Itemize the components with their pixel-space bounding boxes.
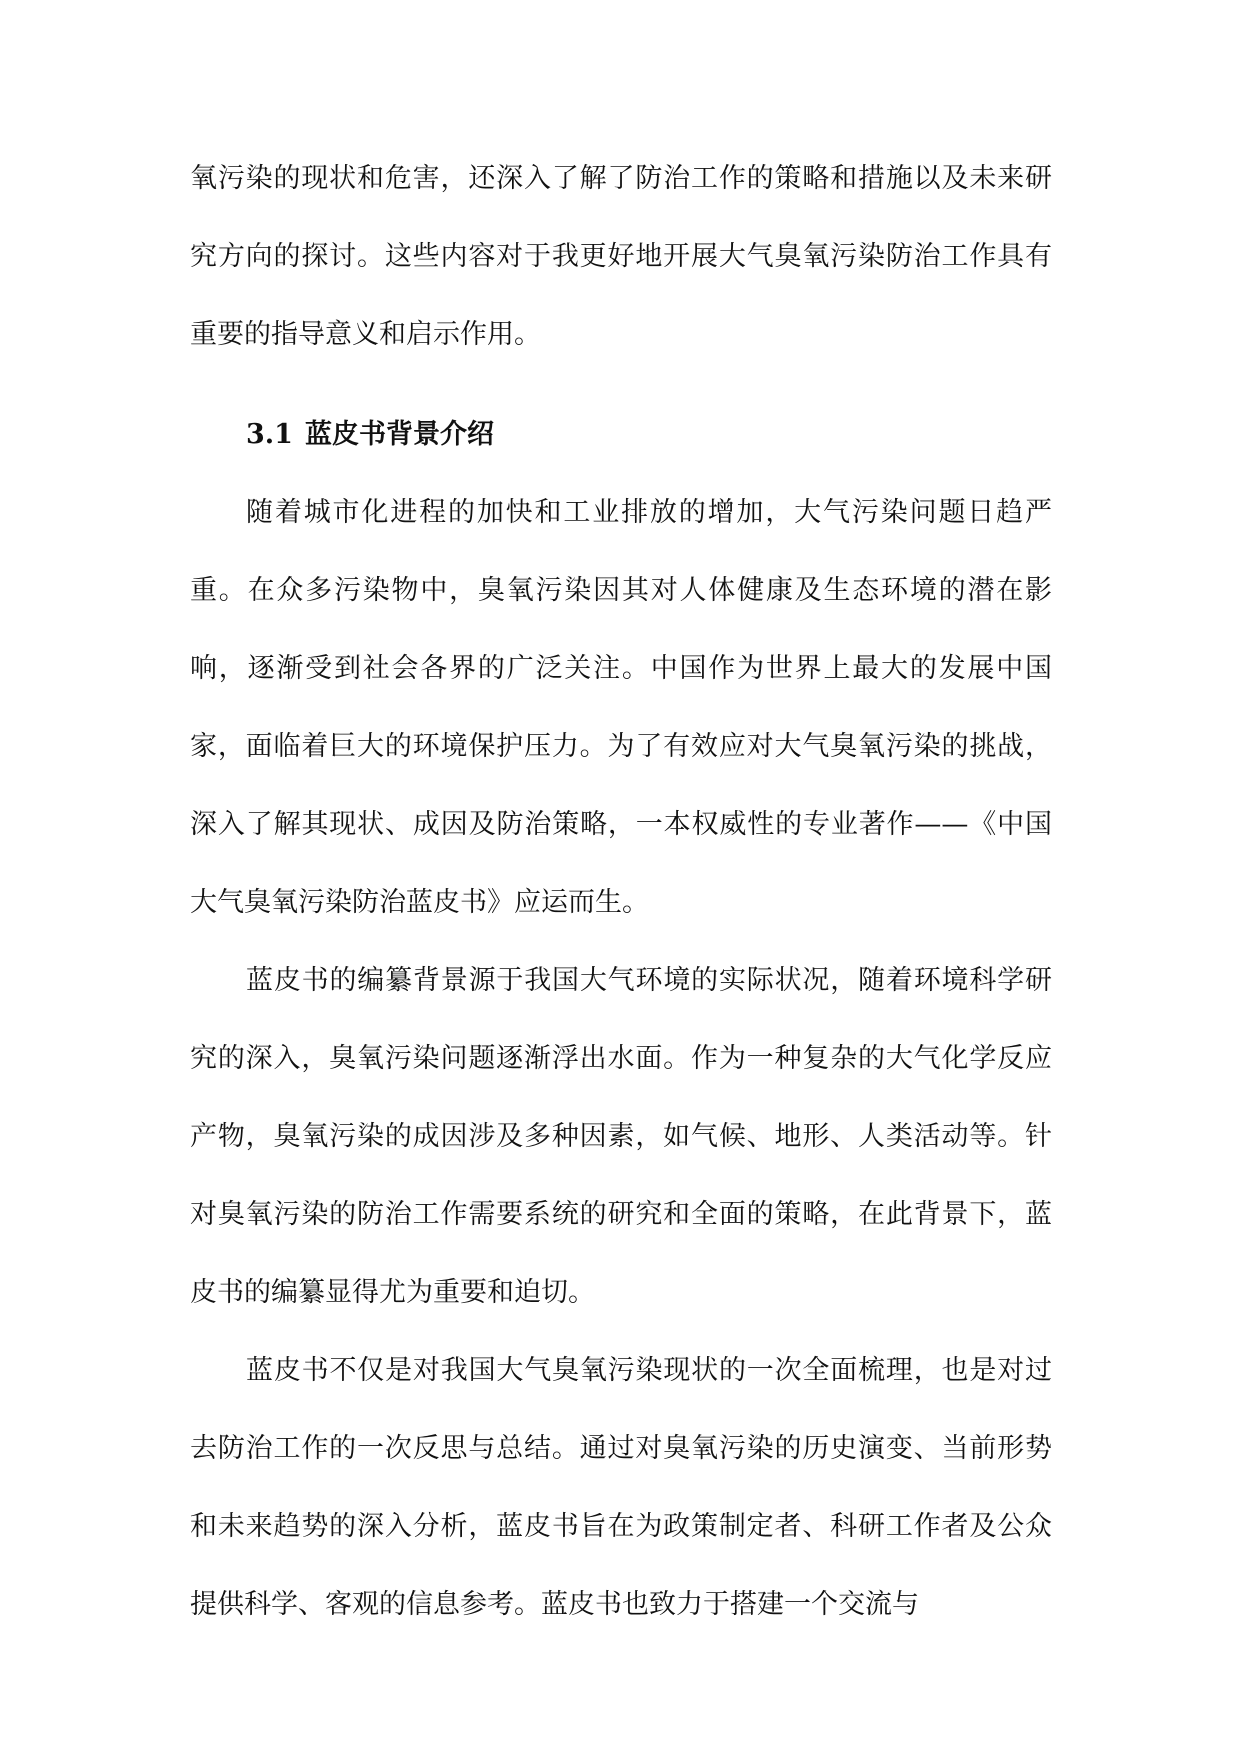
- section-number: 3.1: [246, 419, 293, 450]
- continued-paragraph: 氧污染的现状和危害，还深入了解了防治工作的策略和措施以及未来研究方向的探讨。这些内容对于我更好地开展大气臭氧污染防治工作具有重要的指导意义和启示作用。: [190, 163, 1052, 350]
- paragraph-compilation-background: 蓝皮书的编纂背景源于我国大气环境的实际状况，随着环境科学研究的深入，臭氧污染问题逐渐浮出水面。作为一种复杂的大气化学反应产物，臭氧污染的成因涉及多种因素，如气候、地形、人类活动等。针对臭氧污染的防治工作需要系统的研究和全面的策略，在此背景下，蓝皮书的编纂显得尤为重要和迫切。: [190, 965, 1052, 1308]
- section-heading: [190, 396, 1052, 474]
- document-page: [190, 140, 1052, 1644]
- paragraph-review-summary: 蓝皮书不仅是对我国大气臭氧污染现状的一次全面梳理，也是对过去防治工作的一次反思与总结。通过对臭氧污染的历史演变、当前形势和未来趋势的深入分析，蓝皮书旨在为政策制定者、科研工作者及公众提供科学、客观的信息参考。蓝皮书也致力于搭建一个交流与: [190, 1355, 1052, 1620]
- paragraph-background-intro: 随着城市化进程的加快和工业排放的增加，大气污染问题日趋严重。在众多污染物中，臭氧污染因其对人体健康及生态环境的潜在影响，逐渐受到社会各界的广泛关注。中国作为世界上最大的发展中国家，面临着巨大的环境保护压力。为了有效应对大气臭氧污染的挑战，深入了解其现状、成因及防治策略，一本权威性的专业著作——《中国大气臭氧污染防治蓝皮书》应运而生。: [190, 497, 1052, 918]
- section-title: 蓝皮书背景介绍: [304, 419, 494, 450]
